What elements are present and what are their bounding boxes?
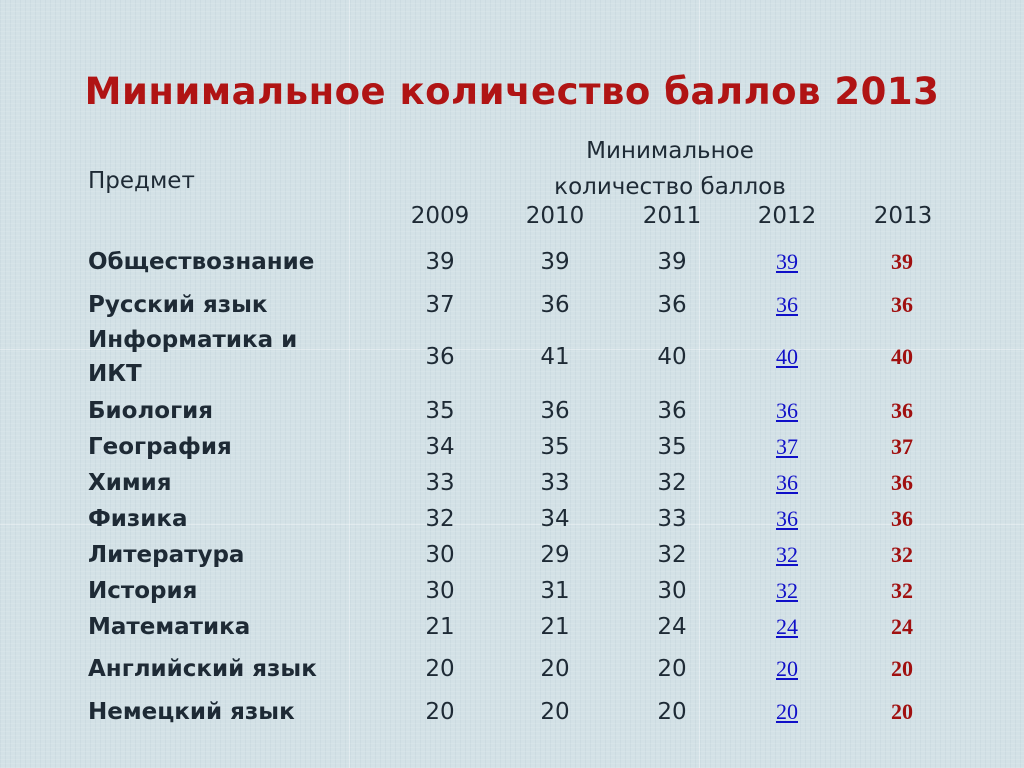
subject-name: История xyxy=(88,578,198,604)
score-2010: 33 xyxy=(540,470,570,496)
score-2010: 34 xyxy=(540,506,570,532)
subject-name: Обществознание xyxy=(88,249,315,275)
slide-title: Минимальное количество баллов 2013 xyxy=(84,70,940,113)
year-header-2011: 2011 xyxy=(642,203,702,229)
subject-name: Биология xyxy=(88,398,213,424)
score-2011: 35 xyxy=(657,434,687,460)
subject-name: Информатика и ИКТ xyxy=(88,327,298,387)
score-2012-link[interactable]: 20 xyxy=(776,656,798,681)
score-2009: 20 xyxy=(425,656,455,682)
subject-name: География xyxy=(88,434,232,460)
score-2012-link[interactable]: 36 xyxy=(776,292,798,317)
score-2011: 32 xyxy=(657,470,687,496)
subject-name: Литература xyxy=(88,542,245,568)
score-2011: 24 xyxy=(657,614,687,640)
score-2013: 37 xyxy=(891,434,913,459)
score-2009: 33 xyxy=(425,470,455,496)
score-2011: 40 xyxy=(657,344,687,370)
score-2013: 36 xyxy=(891,470,913,495)
score-2012-link[interactable]: 32 xyxy=(776,578,798,603)
score-2013: 36 xyxy=(891,506,913,531)
score-2010: 20 xyxy=(540,699,570,725)
score-2012-link[interactable]: 40 xyxy=(776,344,798,369)
score-2009: 37 xyxy=(425,292,455,318)
score-2012-link[interactable]: 32 xyxy=(776,542,798,567)
score-2009: 39 xyxy=(425,249,455,275)
score-2011: 36 xyxy=(657,292,687,318)
year-header-2009: 2009 xyxy=(410,203,470,229)
score-2009: 34 xyxy=(425,434,455,460)
score-2010: 31 xyxy=(540,578,570,604)
score-2009: 20 xyxy=(425,699,455,725)
score-2010: 36 xyxy=(540,398,570,424)
subject-name: Математика xyxy=(88,614,251,640)
year-header-2010: 2010 xyxy=(525,203,585,229)
score-2009: 21 xyxy=(425,614,455,640)
subject-name: Немецкий язык xyxy=(88,699,295,725)
subject-column-header: Предмет xyxy=(88,168,195,194)
subject-name: Русский язык xyxy=(88,292,268,318)
score-2012-link[interactable]: 37 xyxy=(776,434,798,459)
score-2013: 20 xyxy=(891,656,913,681)
score-2011: 20 xyxy=(657,656,687,682)
score-2011: 36 xyxy=(657,398,687,424)
score-2013: 32 xyxy=(891,578,913,603)
score-2011: 30 xyxy=(657,578,687,604)
score-2012-link[interactable]: 36 xyxy=(776,398,798,423)
score-2012-link[interactable]: 20 xyxy=(776,699,798,724)
score-2010: 41 xyxy=(540,344,570,370)
score-2013: 32 xyxy=(891,542,913,567)
score-2012-link[interactable]: 36 xyxy=(776,506,798,531)
min-score-group-header xyxy=(520,133,820,205)
score-2013: 20 xyxy=(891,699,913,724)
score-2011: 39 xyxy=(657,249,687,275)
score-2011: 33 xyxy=(657,506,687,532)
group-header-line: Минимальное xyxy=(586,138,754,164)
score-2013: 36 xyxy=(891,398,913,423)
score-2010: 29 xyxy=(540,542,570,568)
score-2009: 30 xyxy=(425,578,455,604)
score-2010: 39 xyxy=(540,249,570,275)
score-2013: 24 xyxy=(891,614,913,639)
score-2009: 35 xyxy=(425,398,455,424)
group-header-line: количество баллов xyxy=(554,174,786,200)
score-2010: 36 xyxy=(540,292,570,318)
score-2012-link[interactable]: 24 xyxy=(776,614,798,639)
score-2013: 40 xyxy=(891,344,913,369)
score-2010: 35 xyxy=(540,434,570,460)
score-2009: 30 xyxy=(425,542,455,568)
score-2011: 32 xyxy=(657,542,687,568)
score-2010: 21 xyxy=(540,614,570,640)
subject-name: Физика xyxy=(88,506,188,532)
background-seam xyxy=(349,0,350,768)
background-seam xyxy=(699,0,700,768)
score-2013: 39 xyxy=(891,249,913,274)
year-header-2013: 2013 xyxy=(873,203,933,229)
score-2010: 20 xyxy=(540,656,570,682)
subject-name: Английский язык xyxy=(88,656,317,682)
score-2012-link[interactable]: 36 xyxy=(776,470,798,495)
year-header-2012: 2012 xyxy=(757,203,817,229)
score-2011: 20 xyxy=(657,699,687,725)
score-2009: 36 xyxy=(425,344,455,370)
score-2013: 36 xyxy=(891,292,913,317)
score-2009: 32 xyxy=(425,506,455,532)
score-2012-link[interactable]: 39 xyxy=(776,249,798,274)
subject-name: Химия xyxy=(88,470,172,496)
